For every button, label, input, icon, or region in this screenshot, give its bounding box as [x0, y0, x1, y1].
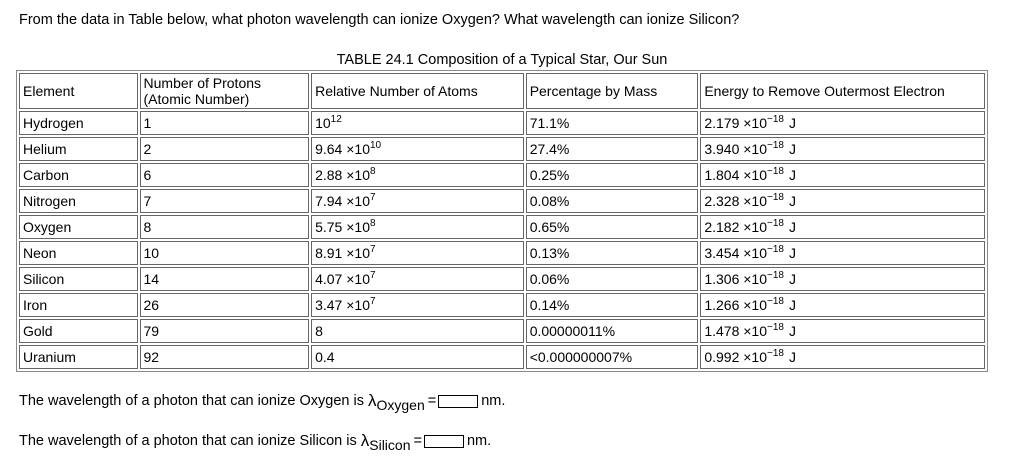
answer-silicon: [19, 431, 491, 451]
table-header-row: [19, 73, 985, 109]
energy-base: 1.804 ×10: [704, 167, 767, 183]
energy-exponent: −18: [767, 322, 784, 333]
cell-energy: [700, 345, 985, 369]
cell-mass: 0.65%: [526, 215, 699, 239]
cell-element: Carbon: [19, 163, 138, 187]
table-row: [19, 215, 985, 239]
header-protons: [140, 73, 310, 109]
oxygen-wavelength-input[interactable]: [438, 395, 478, 408]
cell-relative: [311, 189, 524, 213]
table-row: [19, 267, 985, 291]
composition-table: [16, 70, 988, 372]
relative-base: 9.64 ×10: [315, 141, 370, 157]
energy-base: 1.306 ×10: [704, 271, 767, 287]
cell-relative: [311, 111, 524, 135]
answer-silicon-prefix: The wavelength of a photon that can ionize Silicon is: [19, 433, 357, 449]
energy-unit: J: [788, 245, 796, 261]
table-row: [19, 293, 985, 317]
cell-energy: [700, 137, 985, 161]
cell-mass: 27.4%: [526, 137, 699, 161]
relative-base: 3.47 ×10: [315, 297, 370, 313]
energy-unit: J: [788, 323, 796, 339]
cell-mass: 0.13%: [526, 241, 699, 265]
energy-unit: J: [788, 167, 796, 183]
cell-energy: [700, 111, 985, 135]
cell-element: Hydrogen: [19, 111, 138, 135]
cell-mass: 0.00000011%: [526, 319, 699, 343]
header-protons-line1: Number of Protons: [143, 75, 262, 91]
cell-relative: [311, 241, 524, 265]
lambda-symbol: λ: [368, 391, 377, 410]
relative-exponent: 7: [369, 192, 376, 203]
energy-base: 3.940 ×10: [704, 141, 767, 157]
cell-mass: 0.06%: [526, 267, 699, 291]
relative-exponent: 10: [369, 140, 382, 151]
relative-base: 0.4: [315, 349, 335, 365]
cell-mass: 71.1%: [526, 111, 699, 135]
energy-exponent: −18: [767, 140, 784, 151]
energy-exponent: −18: [767, 192, 784, 203]
energy-base: 1.266 ×10: [704, 297, 767, 313]
cell-mass: <0.000000007%: [526, 345, 699, 369]
cell-protons: 6: [140, 163, 310, 187]
relative-exponent: 8: [369, 166, 376, 177]
header-mass: Percentage by Mass: [526, 73, 699, 109]
energy-exponent: −18: [767, 114, 784, 125]
energy-exponent: −18: [767, 348, 784, 359]
cell-element: Oxygen: [19, 215, 138, 239]
energy-base: 3.454 ×10: [704, 245, 767, 261]
relative-exponent: 7: [369, 244, 376, 255]
table-row: [19, 241, 985, 265]
table-row: [19, 319, 985, 343]
energy-exponent: −18: [767, 270, 784, 281]
cell-energy: [700, 163, 985, 187]
cell-element: Silicon: [19, 267, 138, 291]
cell-relative: [311, 345, 524, 369]
energy-unit: J: [788, 115, 796, 131]
energy-base: 2.179 ×10: [704, 115, 767, 131]
answer-oxygen-unit: nm.: [481, 393, 506, 409]
relative-base: 10: [315, 115, 331, 131]
cell-relative: [311, 267, 524, 291]
energy-unit: J: [788, 193, 796, 209]
answer-silicon-unit: nm.: [466, 433, 492, 449]
equals-sign: =: [427, 393, 437, 409]
relative-base: 2.88 ×10: [315, 167, 370, 183]
cell-protons: 92: [140, 345, 310, 369]
table-row: [19, 163, 985, 187]
relative-base: 8: [315, 323, 323, 339]
energy-exponent: −18: [767, 166, 784, 177]
energy-unit: J: [788, 141, 796, 157]
cell-mass: 0.14%: [526, 293, 699, 317]
relative-base: 7.94 ×10: [315, 193, 370, 209]
table-row: [19, 189, 985, 213]
header-relative: Relative Number of Atoms: [311, 73, 524, 109]
energy-exponent: −18: [767, 244, 784, 255]
cell-energy: [700, 241, 985, 265]
cell-element: Helium: [19, 137, 138, 161]
cell-protons: 10: [140, 241, 310, 265]
lambda-symbol: λ: [360, 431, 370, 450]
energy-base: 2.328 ×10: [704, 193, 767, 209]
answer-oxygen-prefix: The wavelength of a photon that can ionize Oxygen is: [19, 393, 364, 409]
header-energy: Energy to Remove Outermost Electron: [700, 73, 985, 109]
cell-mass: 0.08%: [526, 189, 699, 213]
relative-exponent: 7: [369, 296, 376, 307]
energy-unit: J: [788, 219, 796, 235]
cell-protons: 26: [140, 293, 310, 317]
cell-energy: [700, 267, 985, 291]
energy-base: 1.478 ×10: [704, 323, 767, 339]
relative-base: 4.07 ×10: [315, 271, 370, 287]
cell-mass: 0.25%: [526, 163, 699, 187]
table-row: [19, 137, 985, 161]
energy-unit: J: [788, 349, 796, 365]
table-row: [19, 111, 985, 135]
cell-relative: [311, 319, 524, 343]
energy-base: 2.182 ×10: [704, 219, 767, 235]
cell-element: Iron: [19, 293, 138, 317]
answer-silicon-subscript: Silicon: [369, 437, 411, 453]
cell-energy: [700, 189, 985, 213]
cell-protons: 8: [140, 215, 310, 239]
table-row: [19, 345, 985, 369]
cell-relative: [311, 215, 524, 239]
cell-element: Neon: [19, 241, 138, 265]
cell-element: Nitrogen: [19, 189, 138, 213]
cell-element: Uranium: [19, 345, 138, 369]
cell-protons: 7: [140, 189, 310, 213]
relative-exponent: 7: [369, 270, 376, 281]
answer-oxygen: [19, 391, 505, 411]
table-caption: TABLE 24.1 Composition of a Typical Star, Our Sun: [336, 52, 668, 68]
cell-element: Gold: [19, 319, 138, 343]
cell-relative: [311, 163, 524, 187]
header-protons-line2: (Atomic Number): [143, 91, 250, 107]
answer-oxygen-subscript: Oxygen: [376, 397, 425, 413]
cell-energy: [700, 293, 985, 317]
energy-base: 0.992 ×10: [704, 349, 767, 365]
energy-unit: J: [788, 297, 796, 313]
energy-unit: J: [788, 271, 796, 287]
relative-exponent: 12: [330, 114, 342, 125]
silicon-wavelength-input[interactable]: [424, 435, 464, 448]
cell-protons: 2: [140, 137, 310, 161]
header-element: Element: [19, 73, 138, 109]
question-text: From the data in Table below, what photon wavelength can ionize Oxygen? What wavelength can ionize Silicon?: [19, 12, 740, 28]
energy-exponent: −18: [767, 296, 784, 307]
cell-protons: 1: [140, 111, 310, 135]
relative-base: 5.75 ×10: [315, 219, 370, 235]
relative-exponent: 8: [369, 218, 376, 229]
energy-exponent: −18: [767, 218, 784, 229]
cell-energy: [700, 215, 985, 239]
cell-relative: [311, 137, 524, 161]
relative-base: 8.91 ×10: [315, 245, 370, 261]
cell-protons: 79: [140, 319, 310, 343]
cell-protons: 14: [140, 267, 310, 291]
cell-energy: [700, 319, 985, 343]
equals-sign: =: [413, 433, 422, 449]
cell-relative: [311, 293, 524, 317]
